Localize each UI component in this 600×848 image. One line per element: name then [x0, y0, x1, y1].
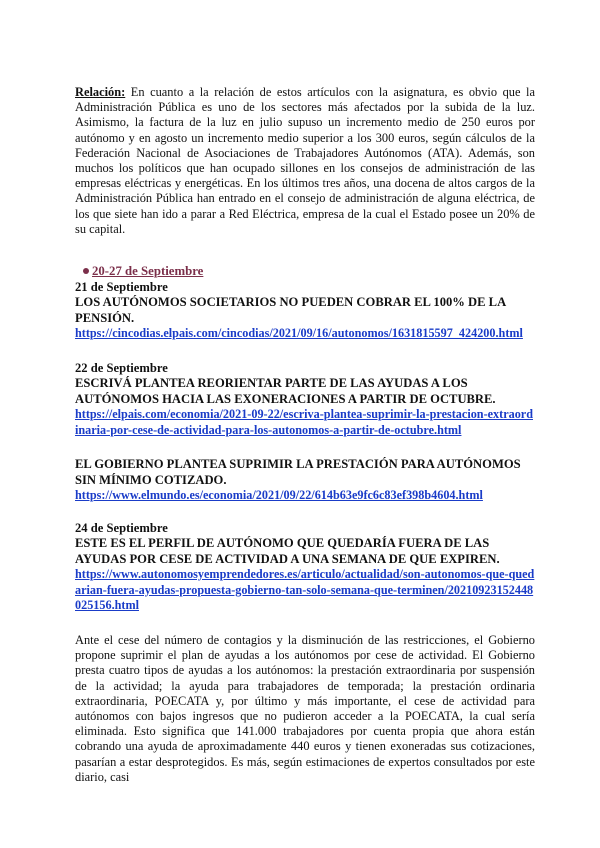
body-paragraph: Ante el cese del número de contagios y la disminución de las restricciones, el Gobierno propone suprimir el plan de ayudas a los autónomos por cese de actividad. El Gobierno presta cuatro tipos de ayudas a los autónomos: la prestación extraordinaria por suspensión de la actividad; la ayuda para trabajadores de temporada; la prestación ordinaria extraordinaria, POECATA y, por último y más importante, el cese de actividad para autónomos con bajos ingresos que no pudieron acceder a la POECATA, la cual sería eliminada. Esto significa que 141.000 trabajadores por cuenta propia que ahora están cobrando una ayuda de aproximadamente 440 euros y tienen exoneradas sus cotizaciones, pasarían a estar desprotegidos. Es más, según estimaciones de expertos consultados por este diario, casi	[75, 633, 535, 784]
entry-date: 22 de Septiembre	[75, 361, 168, 375]
entry-url-link[interactable]: https://www.elmundo.es/economia/2021/09/22/614b63e9fc6c83ef398b4604.html	[75, 488, 483, 502]
entry-url-link[interactable]: https://www.autonomosyemprendedores.es/articulo/actualidad/son-autonomos-que-quedarian-fuera-ayudas-propuesta-gobierno-tan-solo-semana-que-terminen/20210923152448025156.html	[75, 567, 535, 612]
entry-headline: EL GOBIERNO PLANTEA SUPRIMIR LA PRESTACIÓN PARA AUTÓNOMOS SIN MÍNIMO COTIZADO.	[75, 457, 521, 487]
entry-1	[75, 280, 535, 342]
body-paragraph-block	[75, 633, 535, 785]
entry-headline: ESCRIVÁ PLANTEA REORIENTAR PARTE DE LAS AYUDAS A LOS AUTÓNOMOS HACIA LAS EXONERACIONES A PARTIR DE OCTUBRE.	[75, 376, 496, 406]
entry-date: 24 de Septiembre	[75, 521, 168, 535]
entry-3	[75, 457, 535, 504]
relation-label: Relación:	[75, 85, 126, 99]
week-bullet	[92, 264, 203, 279]
entry-4	[75, 521, 535, 614]
intro-paragraph-block	[75, 85, 535, 237]
intro-text: En cuanto a la relación de estos artículos con la asignatura, es obvio que la Administración Pública es uno de los sectores más afectados por la subida de la luz. Asimismo, la factura de la luz en julio supuso un incremento medio de 250 euros por autónomo y en agosto un incremento medio superior a los 300 euros, según cálculos de la Federación Nacional de Asociaciones de Trabajadores Autónomos (ATA). Además, son muchos los políticos que han ocupado sillones en los consejos de administración de las empresas eléctricas y energéticas. En los últimos tres años, una docena de altos cargos de la Administración Pública han entrado en el consejo de administración de alguna eléctrica, de los que siete han ido a parar a Red Eléctrica, empresa de la cual el Estado posee un 20% de su capital.	[75, 85, 535, 236]
intro-paragraph	[75, 85, 535, 237]
entry-url-link[interactable]: https://elpais.com/economia/2021-09-22/escriva-plantea-suprimir-la-prestacion-extraordinaria-por-cese-de-actividad-para-los-autonomos-a-partir-de-octubre.html	[75, 407, 533, 437]
entry-url-link[interactable]: https://cincodias.elpais.com/cincodias/2021/09/16/autonomos/1631815597_424200.html	[75, 326, 523, 340]
entry-date: 21 de Septiembre	[75, 280, 168, 294]
entry-headline: LOS AUTÓNOMOS SOCIETARIOS NO PUEDEN COBRAR EL 100% DE LA PENSIÓN.	[75, 295, 506, 325]
entry-2	[75, 361, 535, 438]
entry-headline: ESTE ES EL PERFIL DE AUTÓNOMO QUE QUEDARÍA FUERA DE LAS AYUDAS POR CESE DE ACTIVIDAD A UNA SEMANA DE QUE EXPIREN.	[75, 536, 500, 566]
bullet-dot-icon	[83, 268, 89, 274]
week-link[interactable]: 20-27 de Septiembre	[92, 264, 204, 278]
